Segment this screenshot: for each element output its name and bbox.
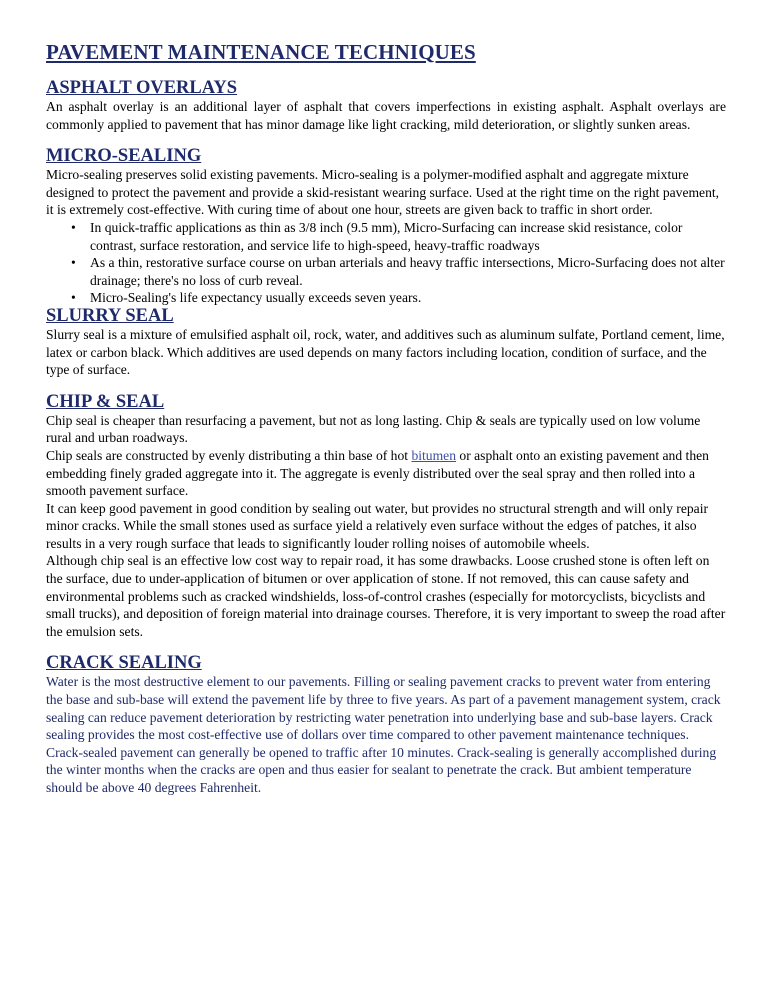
bullet-text: Micro-Sealing's life expectancy usually exceeds seven years. [90, 290, 422, 306]
micro-sealing-bullet-list [46, 219, 726, 307]
document-title: PAVEMENT MAINTENANCE TECHNIQUES [46, 40, 476, 64]
chip-seal-paragraph-3: It can keep good pavement in good condition by sealing out water, but provides no structural strength and will only repair minor cracks. While the small stones used as surface yield a relatively even surface without the edges of patches, it also results in a very rough surface that leads to significantly louder rolling noises of automobile wheels. [46, 500, 708, 551]
section-micro-sealing [46, 147, 726, 307]
section-slurry-seal [46, 307, 726, 379]
bullet-icon: • [71, 255, 76, 271]
micro-sealing-text: Micro-sealing preserves solid existing pavements. Micro-sealing is a polymer-modified asphalt and aggregate mixture designed to protect the pavement and provide a skid-resistant wearing surface. Used at the right time on the right pavement, it is extremely cost-effective. With curing time of about one hour, streets are given back to traffic in short order. [46, 167, 720, 218]
asphalt-overlays-text: An asphalt overlay is an additional layer of asphalt that covers imperfections in existing asphalt. Asphalt overlays are commonly applied to pavement that has minor damage like light cracking, mild deterioration, or slightly sunken areas. [46, 99, 726, 132]
section-asphalt-overlays [46, 79, 726, 133]
bullet-text: As a thin, restorative surface course on urban arterials and heavy traffic intersections, Micro-Surfacing does not alter drainage; there's no loss of curb reveal. [90, 255, 725, 288]
document-page [46, 40, 726, 797]
chip-seal-paragraph-1: Chip seal is cheaper than resurfacing a pavement, but not as long lasting. Chip & seals are typically used on low volume rural and urban roadways. [46, 412, 701, 446]
chip-seal-paragraph-4: Although chip seal is an effective low cost way to repair road, it has some drawbacks. Loose crushed stone is often left on the surface, due to under-application of bitumen or over application of stone. If not removed, this can cause safety and environmental problems such as cracked windshields, loss-of-control crashes (especially for motorcyclists, bicyclists and small trucks), and deposition of foreign material into drainage courses. Therefore, it is very important to sweep the road after the emulsion sets. [46, 553, 726, 639]
section-crack-sealing [46, 654, 726, 796]
bullet-icon: • [71, 290, 76, 306]
chip-seal-paragraph-2 [46, 447, 726, 500]
heading-slurry-seal: SLURRY SEAL [46, 305, 174, 326]
chip-seal-p2-start: Chip seals are constructed by evenly distributing a thin base of hot [46, 447, 412, 463]
crack-sealing-text: Water is the most destructive element to our pavements. Filling or sealing pavement cracks to prevent water from entering the base and sub-base will extend the pavement life by three to five years. As part of a pavement management system, crack sealing can reduce pavement deterioration by restricting water penetration into underlying base and sub-base layers. Crack sealing provides the most cost-effective use of dollars over time compared to other pavement maintenance techniques. Crack-sealed pavement can generally be opened to traffic after 10 minutes. Crack-sealing is generally accomplished during the winter months when the cracks are open and thus easier for sealant to penetrate the crack. But ambient temperature should be above 40 degrees Fahrenheit. [46, 674, 721, 795]
bullet-text: In quick-traffic applications as thin as 3/8 inch (9.5 mm), Micro-Surfacing can increase skid resistance, color contrast, surface restoration, and service life to high-speed, heavy-traffic roadways [90, 219, 683, 253]
heading-chip-seal: CHIP & SEAL [46, 391, 165, 412]
heading-micro-sealing: MICRO-SEALING [46, 146, 202, 167]
heading-asphalt-overlays: ASPHALT OVERLAYS [46, 78, 238, 98]
list-item [71, 219, 726, 254]
list-item [71, 289, 726, 307]
bullet-icon: • [71, 219, 76, 235]
chip-seal-p2-end: or asphalt onto an existing pavement and then embedding finely graded aggregate into it. The aggregate is evenly distributed over the seal spray and then rolled into a smooth pavement surface. [46, 447, 709, 499]
section-chip-seal [46, 393, 726, 641]
list-item [71, 254, 726, 289]
bitumen-link[interactable]: bitumen [411, 447, 457, 463]
heading-crack-sealing: CRACK SEALING [46, 653, 202, 674]
slurry-seal-text: Slurry seal is a mixture of emulsified asphalt oil, rock, water, and additives such as aluminum sulfate, Portland cement, lime, latex or carbon black. Which additives are used depends on many factors including location, condition of surface, and the type of surface. [46, 326, 725, 378]
